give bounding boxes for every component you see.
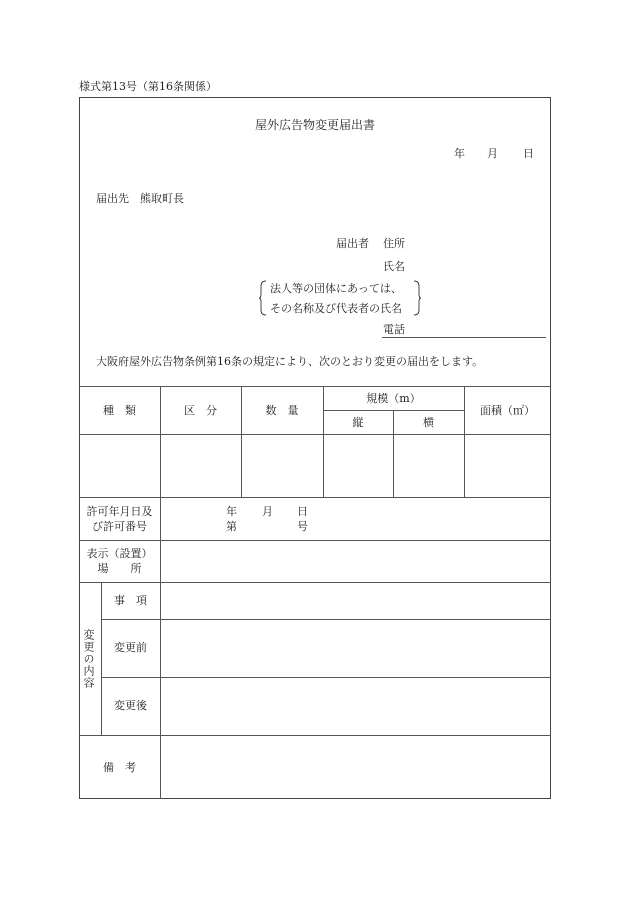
col-scale-header: 規模（m） <box>366 392 421 405</box>
date-month-label: 月 <box>487 147 498 160</box>
form-title: 屋外広告物変更届出書 <box>254 118 375 132</box>
col-division-header: 区 分 <box>184 404 217 417</box>
change-before-label: 変更前 <box>114 641 147 654</box>
notifier-address-label: 住所 <box>383 237 405 250</box>
col-line-1-bottom <box>160 540 161 799</box>
change-after-label: 変更後 <box>114 699 147 712</box>
notifier-phone-label: 電話 <box>383 323 405 336</box>
permit-row-bottom-line <box>79 540 551 541</box>
date-year-label: 年 <box>454 147 465 160</box>
table-top-line <box>79 386 551 387</box>
addressee: 届出先 熊取町長 <box>96 192 184 205</box>
change-item-bottom-line <box>101 619 551 620</box>
col-line-5 <box>464 386 465 497</box>
remarks-label: 備 考 <box>103 761 136 774</box>
corp-note-line-1: 法人等の団体にあっては、 <box>270 282 402 295</box>
col-line-1-top <box>160 386 161 497</box>
notifier-name-label: 氏名 <box>383 260 405 273</box>
phone-underline <box>382 337 546 338</box>
permit-day-label: 日 <box>297 505 308 518</box>
permit-label-line-1: 許可年月日及 <box>86 505 153 518</box>
location-label-line-1: 表示（設置） <box>86 547 153 560</box>
change-before-bottom-line <box>101 677 551 678</box>
change-group-bottom-line <box>79 735 551 736</box>
col-area-header: 面積（㎡） <box>480 404 535 417</box>
location-row-bottom-line <box>79 582 551 583</box>
right-bracket <box>413 281 421 315</box>
permit-month-label: 月 <box>262 505 273 518</box>
left-bracket <box>259 281 267 315</box>
change-item-label: 事 項 <box>114 594 147 607</box>
permit-no-suffix: 号 <box>297 520 308 533</box>
data-row-bottom-line <box>79 497 551 498</box>
location-label-line-2: 場 所 <box>97 562 142 575</box>
corp-note-line-2: その名称及び代表者の氏名 <box>270 302 402 315</box>
col-kind-header: 種 類 <box>103 404 136 417</box>
col-line-2 <box>241 386 242 497</box>
form-number: 様式第13号（第16条関係） <box>79 80 217 93</box>
col-width-header: 横 <box>423 416 434 429</box>
col-line-1-permit <box>160 497 161 540</box>
permit-year-label: 年 <box>226 505 237 518</box>
change-content-label: 変更の内容 <box>82 629 95 689</box>
header-bottom-line <box>79 434 551 435</box>
permit-no-prefix: 第 <box>226 520 237 533</box>
col-height-header: 縦 <box>352 416 364 429</box>
date-day-label: 日 <box>523 147 534 160</box>
statement: 大阪府屋外広告物条例第16条の規定により、次のとおり変更の届出をします。 <box>96 355 484 368</box>
notifier-label: 届出者 <box>336 237 369 250</box>
permit-label-line-2: び許可番号 <box>92 520 147 533</box>
col-quantity-header: 数 量 <box>265 404 299 417</box>
